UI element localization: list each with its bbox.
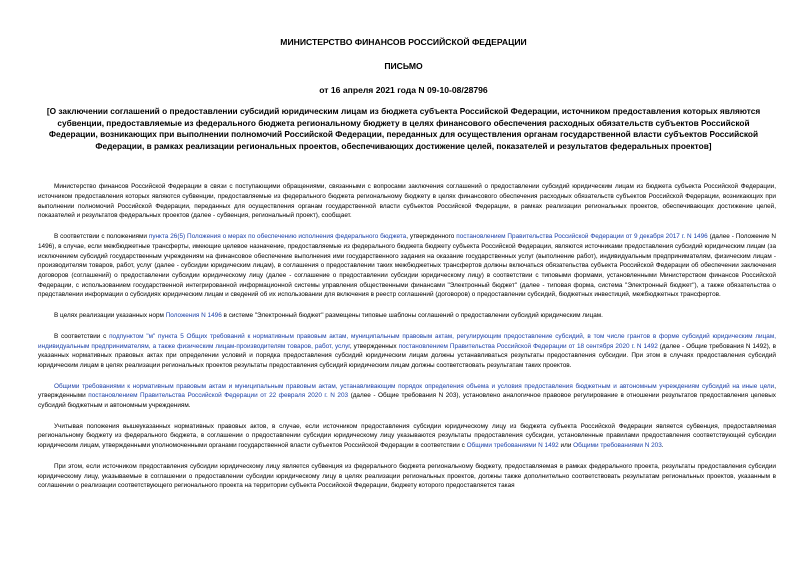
legal-reference-link[interactable]: пункта 26(5) Положения о мерах по обеспечению исполнения федерального бюджета <box>148 233 407 241</box>
document-subject: [О заключении соглашений о предоставлении субсидий юридическим лицам из бюджета субъекта Российской Федерации, источником предоставления которых являются субвенции, предоставляемые из федерального бюджета региональному бюджету в целях финансового обеспечения расходных обязательств субъектов Российской Федерации, возникающих при выполнении полномочий Российской Федерации, переданных для осуществления органам государственной власти субъектов Российской Федерации, в рамках реализации региональных проектов, обеспечивающих достижение целей, показателей и результатов федеральных проектов] <box>46 106 761 151</box>
paragraph-text: , утвержденных <box>349 342 399 350</box>
paragraph <box>38 232 776 300</box>
paragraph <box>38 382 776 411</box>
document-body <box>38 182 776 491</box>
document-type: ПИСЬМО <box>384 61 423 71</box>
legal-reference-link[interactable]: Общими требованиями к нормативным правовым актам и муниципальным правовым актам, устанавливающим порядок определения объема и условия предоставления бюджетным и автономным учреждениям субсидий на иные цели <box>54 382 775 390</box>
paragraph <box>38 462 776 491</box>
legal-reference-link[interactable]: Общими требованиями N 1492 <box>466 442 559 450</box>
paragraph-text: или <box>558 442 574 450</box>
paragraph-text: В целях реализации указанных норм <box>54 312 166 320</box>
paragraph-text: (далее - Общие требования N 203), установлено аналогичное правовое регулирование в отношении результатов предоставления целевых субсидий бюджетным и автономным учреждениям. <box>38 392 776 410</box>
document-date-number: от 16 апреля 2021 года N 09-10-08/28796 <box>319 85 488 95</box>
paragraph <box>38 182 776 221</box>
paragraph <box>38 422 776 451</box>
paragraph-text: , утвержденного <box>406 233 457 241</box>
ministry-title: МИНИСТЕРСТВО ФИНАНСОВ РОССИЙСКОЙ ФЕДЕРАЦИИ <box>280 37 527 47</box>
legal-reference-link[interactable]: постановлением Правительства Российской Федерации от 22 февраля 2020 г. N 203 <box>88 392 349 400</box>
paragraph-text: В соответствии с <box>54 332 110 340</box>
paragraph-text: . <box>661 442 664 450</box>
paragraph-text: (далее - Положение N 1496), в случае, если межбюджетные трансферты, имеющие целевое назначение, предоставляемые из федерального бюджета бюджету субъекта Российской Федерации, являются источниками предоставления субсидий юридическим лицам (за исключением субсидий государственным учреждениям на финансовое обеспечение выполнения ими государственного задания на оказание государственных услуг (выполнение работ), индивидуальным предпринимателям, физическим лицам - производителям товаров, работ, услуг (далее - субсидии юридическим лицам), в соглашения о предоставлении таких межбюджетных трансфертов должны включаться обязательства субъекта Российской Федерации об обеспечении заключения договоров (соглашений) о предоставлении субсидии юридическому лицу (далее - соглашение о предоставлении субсидии юридическому лицу) в соответствии с типовыми формами, установленными Министерством финансов Российской Федерации, с использованием государственной интегрированной информационной системы управления общественными финансами "Электронный бюджет" (далее - типовая форма, система "Электронный бюджет"), а также обязательства о представлении информации о субсидиях юридическим лицам и сведений об их использовании для включения в реестр соглашений (договоров) о предоставлении субсидий, бюджетных инвестиций, межбюджетных трансфертов. <box>38 233 776 299</box>
legal-reference-link[interactable]: Положения N 1496 <box>165 312 222 320</box>
legal-reference-link[interactable]: Общими требованиями N 203 <box>573 442 662 450</box>
legal-reference-link[interactable]: подпунктом "м" пункта 5 Общих требований к нормативным правовым актам, муниципальным правовым актам, регулирующим предоставление субсидий, в том числе грантов в форме субсидий юридическим лицам, индивидуальным предпринимателям, а также физическим лицам-производителям товаров, работ, услуг <box>38 332 777 350</box>
paragraph <box>38 332 776 371</box>
paragraph-text: , утвержденными <box>38 382 776 400</box>
paragraph <box>38 311 776 321</box>
legal-reference-link[interactable]: постановлением Правительства Российской Федерации от 18 сентября 2020 г. N 1492 <box>398 342 658 350</box>
paragraph-text: При этом, если источником предоставления субсидии юридическому лицу является субвенция из федерального бюджета региональному бюджету, предоставляемая в рамках федерального проекта, результаты предоставления субсидии юридическому лицу, указываемые в соглашении о предоставлении субсидии юридическому лицу в целях реализации региональных проектов, должны также дополнительно соответствовать результатам региональных проектов, указанным в соглашении о реализации соответствующего регионального проекта на территории субъекта Российской Федерации, бюджету которого предоставляется такая <box>38 462 776 490</box>
paragraph-text: в системе "Электронный бюджет" размещены типовые шаблоны соглашений о предоставлении субсидий юридическим лицам. <box>221 312 603 320</box>
legal-reference-link[interactable]: постановлением Правительства Российской Федерации от 9 декабря 2017 г. N 1496 <box>456 233 708 241</box>
paragraph-text: Министерство финансов Российской Федерации в связи с поступающими обращениями, связанными с вопросами заключения соглашений о предоставлении субсидий юридическим лицам из бюджета субъекта Российской Федерации, источником предоставления которых являются субвенции, предоставляемые из федерального бюджета региональному бюджету в целях финансового обеспечения расходных обязательств субъектов Российской Федерации, возникающих при выполнении полномочий Российской Федерации, переданных для осуществления органам государственной власти субъектов Российской Федерации, в рамках реализации региональных проектов, обеспечивающих достижение целей, показателей и результатов федеральных проектов (далее - субвенция, региональный проект), сообщает. <box>38 183 776 220</box>
paragraph-text: (далее - Общие требования N 1492), в указанных нормативных правовых актах при определении условий и порядка предоставления субсидий юридическим лицам должны устанавливаться результаты предоставления субсидии. При этом в случаях предоставления субсидий юридическим лицам в целях реализации региональных проектов результаты предоставления субсидий юридическим лицам должны соответствовать результатам таких проектов. <box>38 342 776 369</box>
paragraph-text: В соответствии с положениями <box>54 233 149 241</box>
paragraph-text: Учитывая положения вышеуказанных нормативных правовых актов, в случае, если источником предоставления субсидии юридическому лицу из бюджета субъекта Российской Федерации является субвенция, предоставляемая региональному бюджету из федерального бюджета, в соглашении о предоставлении субсидии юридическому лицу указываются результаты предоставления субсидии, установленные правилами предоставления соответствующей субсидии юридическим лицам, утвержденными уполномоченными органами государственной власти субъектов Российской Федерации в соответствии с <box>38 422 776 450</box>
